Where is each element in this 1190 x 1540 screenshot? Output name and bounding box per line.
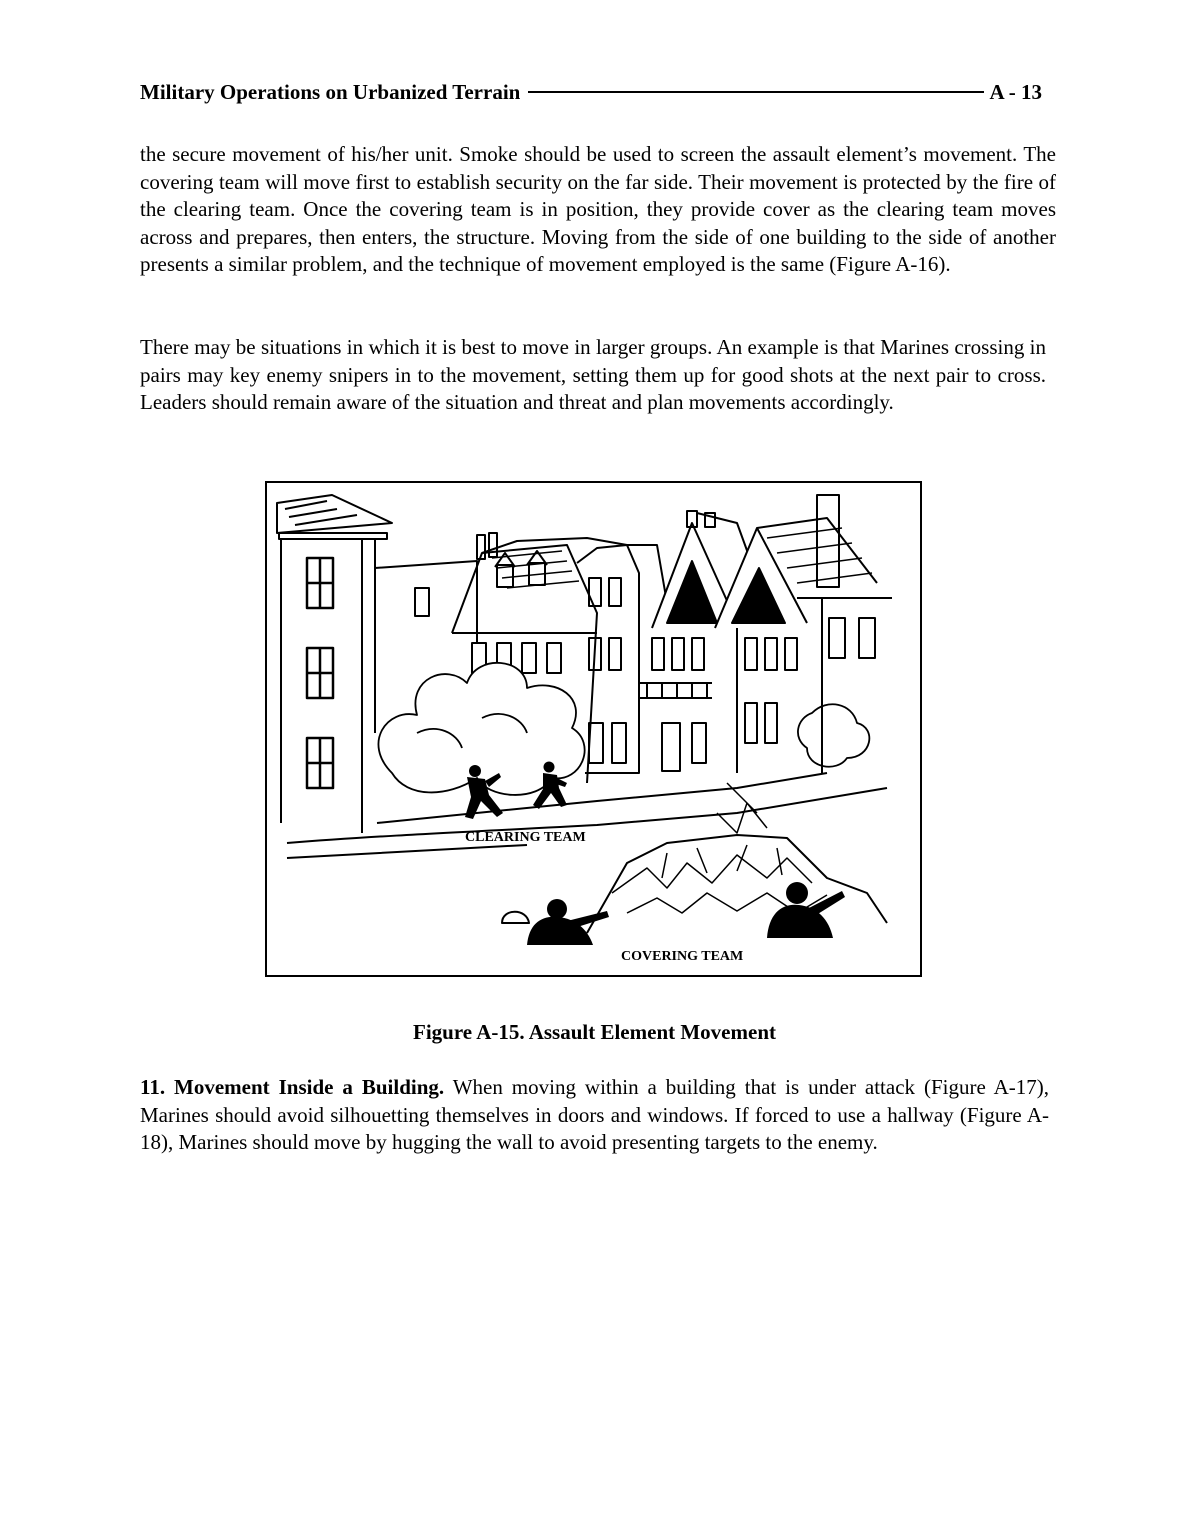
section-heading: 11. Movement Inside a Building. — [140, 1075, 445, 1099]
header-rule — [528, 91, 983, 93]
section-paragraph — [140, 1074, 1049, 1157]
body-paragraph-2: There may be situations in which it is best to move in larger groups. An example is that Marines crossing in pairs may key enemy snipers in to the movement, setting them up for good shots at the next pair to cross. Leaders should remain aware of the situation and threat and plan movements accordingly. — [140, 335, 1046, 415]
street-scene-drawing — [267, 483, 920, 975]
running-header — [140, 78, 1042, 106]
covering-team-label: COVERING TEAM — [621, 949, 744, 964]
page-number: A - 13 — [989, 79, 1042, 104]
section-text: When moving within a building that is under attack (Figure A-17), Marines should avoid silhouetting themselves in doors and windows. If forced to use a hallway (Figure A-18), Marines should move by hugging the wall to avoid presenting targets to the enemy. — [140, 1075, 1049, 1155]
figure-illustration — [265, 481, 922, 977]
clearing-team-label: CLEARING TEAM — [465, 830, 586, 845]
body-paragraph-1: the secure movement of his/her unit. Smoke should be used to screen the assault element’s movement. The covering team will move first to establish security on the far side. Their movement is protected by the fire of the clearing team. Once the covering team is in position, they provide cover as the clearing team moves across and prepares, then enters, the structure. Moving from the side of one building to the side of another presents a similar problem, and the technique of movement employed is the same (Figure A-16). — [140, 142, 1056, 277]
document-title: Military Operations on Urbanized Terrain — [140, 79, 521, 104]
figure-caption: Figure A-15. Assault Element Movement — [413, 1020, 776, 1044]
